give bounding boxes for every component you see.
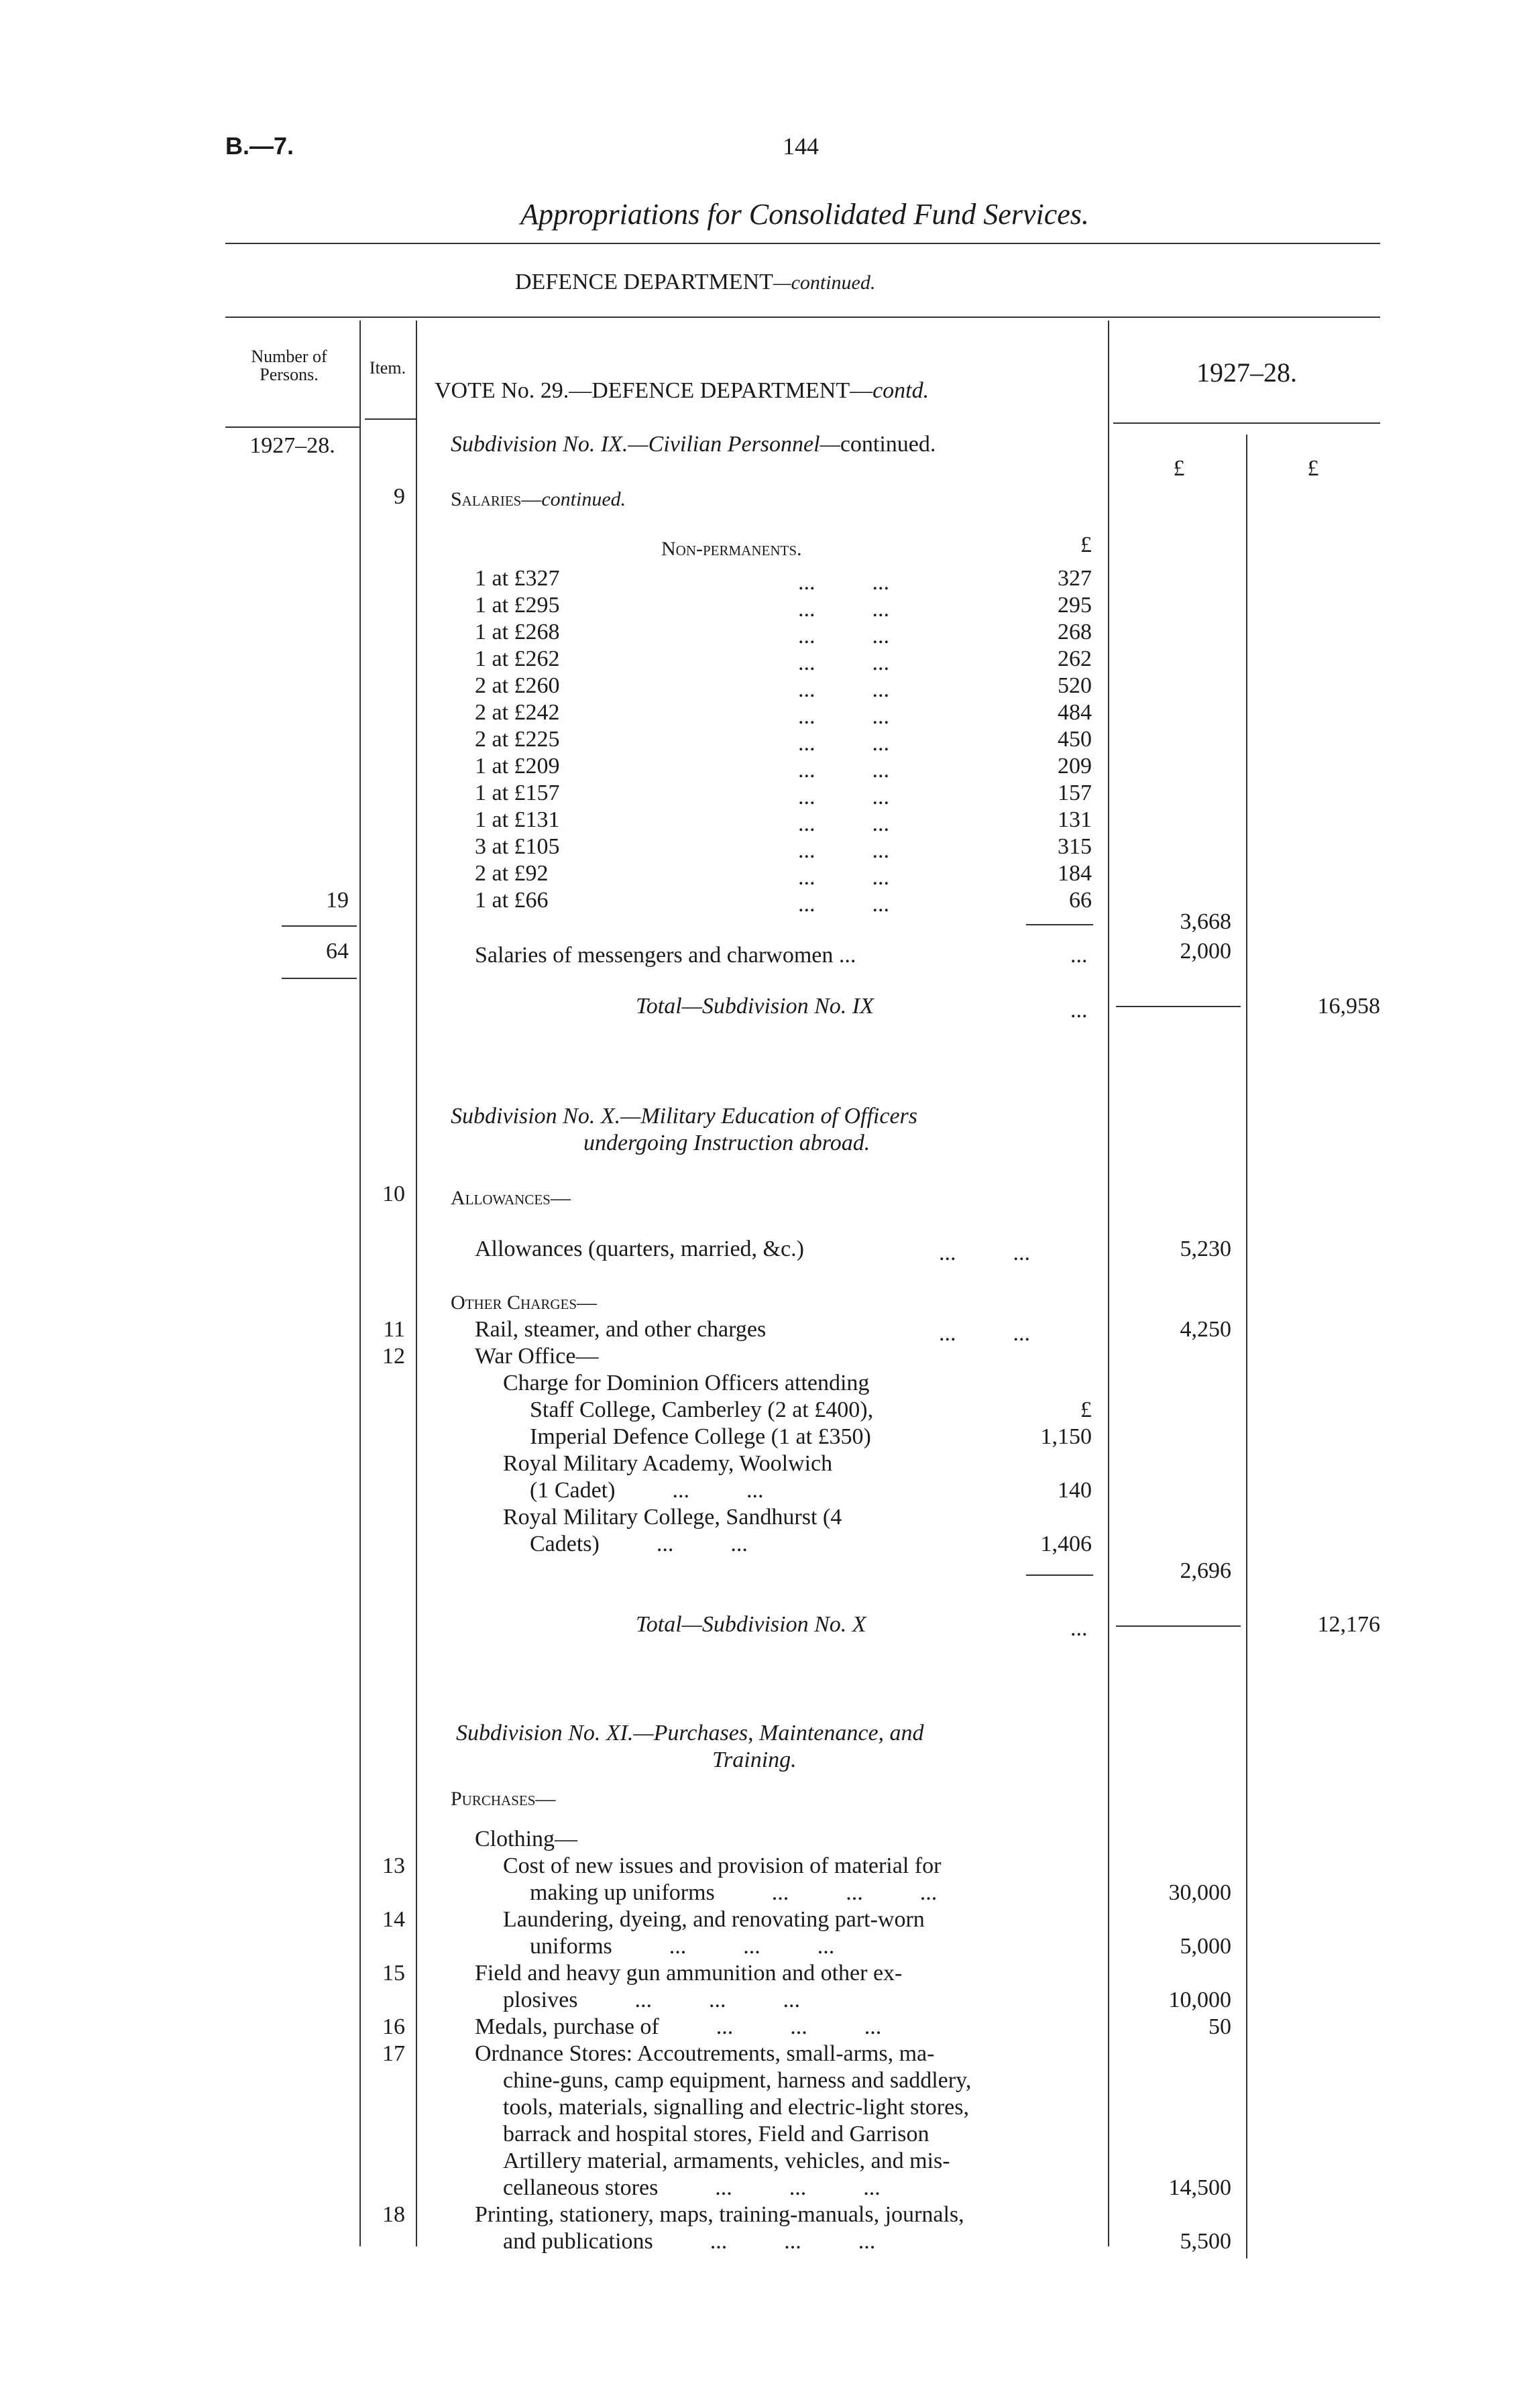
purchase-item-line: Cost of new issues and provision of material for bbox=[503, 1853, 942, 1878]
subdivision-x-title-line2: undergoing Instruction abroad. bbox=[583, 1131, 870, 1155]
non-permanent-rate: 2 at £260 bbox=[475, 673, 560, 698]
subdivision-x-total-rule bbox=[1116, 1625, 1241, 1627]
persons-column-rule bbox=[359, 321, 361, 2246]
non-permanent-rate: 1 at £66 bbox=[475, 888, 549, 913]
non-permanent-amount: 520 bbox=[1058, 673, 1092, 698]
page-number: 144 bbox=[783, 133, 819, 160]
purchase-item-line: making up uniforms ... ... ... bbox=[530, 1880, 938, 1905]
non-permanent-rate: 1 at £268 bbox=[475, 620, 560, 644]
subdivision-ix-total-rule bbox=[1116, 1006, 1241, 1007]
non-permanent-amount: 66 bbox=[1069, 888, 1092, 913]
war-office-line: Imperial Defence College (1 at £350) bbox=[530, 1424, 871, 1449]
running-title: Appropriations for Consolidated Fund Services. bbox=[520, 198, 1089, 231]
non-permanent-amount: 209 bbox=[1058, 754, 1092, 779]
subdivision-ix-total-amount: 16,958 bbox=[1317, 994, 1380, 1019]
nonperm-sum-rule bbox=[1026, 924, 1093, 925]
allowances-label: Allowances (quarters, married, &c.) bbox=[475, 1237, 804, 1261]
subdivision-x-title: Subdivision No. X.—Military Education of Officers bbox=[451, 1104, 918, 1129]
war-office-amount-1: 1,150 bbox=[1040, 1424, 1092, 1449]
purchase-item-line: tools, materials, signalling and electric-light stores, bbox=[503, 2095, 969, 2120]
purchase-item-amount: 5,500 bbox=[1180, 2229, 1231, 2254]
subdivision-x-total-dots: ... bbox=[1070, 1616, 1088, 1641]
non-permanent-rate: 1 at £131 bbox=[475, 807, 560, 832]
purchase-item-number: 13 bbox=[382, 1853, 405, 1878]
purchase-item-number: 16 bbox=[382, 2014, 405, 2039]
purchase-item-line: chine-guns, camp equipment, harness and saddlery, bbox=[503, 2068, 972, 2093]
non-permanent-dots: ... ... bbox=[798, 758, 889, 783]
year-header-rule bbox=[1113, 422, 1380, 424]
non-permanents-heading: Non-permanents. bbox=[661, 538, 802, 560]
purchase-item-number: 18 bbox=[382, 2202, 405, 2227]
war-office-line: Royal Military Academy, Woolwich bbox=[503, 1451, 833, 1476]
war-office-amount-2: 140 bbox=[1058, 1478, 1092, 1503]
non-permanent-amount: 157 bbox=[1058, 781, 1092, 805]
persons-non-permanent: 19 bbox=[326, 888, 349, 913]
non-permanent-dots: ... ... bbox=[798, 838, 889, 863]
purchase-item-number: 15 bbox=[382, 1961, 405, 1986]
non-permanent-amount: 262 bbox=[1058, 646, 1092, 671]
allowances-item-number: 10 bbox=[382, 1182, 405, 1206]
year-header: 1927–28. bbox=[1196, 357, 1297, 388]
allowances-heading: Allowances— bbox=[451, 1187, 571, 1209]
non-permanent-rate: 1 at £327 bbox=[475, 566, 560, 591]
page-reference: B.—7. bbox=[225, 132, 294, 160]
non-permanent-amount: 327 bbox=[1058, 566, 1092, 591]
item-number: 9 bbox=[394, 484, 405, 509]
purchase-item-line: Artillery material, armaments, vehicles, and mis- bbox=[503, 2148, 950, 2173]
non-permanent-dots: ... ... bbox=[798, 811, 889, 836]
non-permanent-rate: 1 at £209 bbox=[475, 754, 560, 779]
non-permanent-dots: ... ... bbox=[798, 624, 889, 648]
messengers-amount: 2,000 bbox=[1180, 939, 1231, 964]
subdivision-x-total-label: Total—Subdivision No. X bbox=[636, 1612, 866, 1637]
purchase-item-line: Printing, stationery, maps, training-manuals, journals, bbox=[475, 2202, 964, 2227]
non-permanent-amount: 315 bbox=[1058, 834, 1092, 859]
war-office-label: War Office— bbox=[475, 1344, 599, 1369]
rail-amount: 4,250 bbox=[1180, 1317, 1231, 1342]
persons-subtotal-rule bbox=[282, 925, 357, 927]
persons-header-rule bbox=[225, 426, 359, 428]
pound-column-2: £ bbox=[1307, 456, 1319, 481]
non-permanent-dots: ... ... bbox=[798, 704, 889, 729]
purchase-item-line: Field and heavy gun ammunition and other ex- bbox=[475, 1961, 903, 1986]
title-rule bbox=[225, 243, 1380, 244]
purchase-item-line: and publications ... ... ... bbox=[503, 2229, 876, 2254]
purchase-item-line: uniforms ... ... ... bbox=[530, 1934, 835, 1959]
non-permanent-rate: 1 at £262 bbox=[475, 646, 560, 671]
department-title: DEFENCE DEPARTMENT—continued. bbox=[515, 270, 876, 294]
non-permanent-dots: ... ... bbox=[798, 650, 889, 675]
persons-total-rule bbox=[282, 978, 357, 979]
description-column-rule bbox=[1108, 321, 1109, 2246]
non-permanent-amount: 484 bbox=[1058, 700, 1092, 725]
non-permanent-dots: ... ... bbox=[798, 785, 889, 809]
non-permanent-amount: 450 bbox=[1058, 727, 1092, 752]
non-permanent-rate: 1 at £157 bbox=[475, 781, 560, 805]
non-permanent-dots: ... ... bbox=[798, 731, 889, 756]
non-permanent-rate: 2 at £242 bbox=[475, 700, 560, 725]
non-permanent-amount: 184 bbox=[1058, 861, 1092, 886]
pound-column-1: £ bbox=[1173, 456, 1185, 481]
subdivision-ix-total-label: Total—Subdivision No. IX bbox=[636, 994, 874, 1019]
war-office-item-number: 12 bbox=[382, 1344, 405, 1369]
purchase-item-amount: 50 bbox=[1208, 2014, 1231, 2039]
purchase-item-line: cellaneous stores ... ... ... bbox=[503, 2175, 881, 2200]
purchase-item-line: Ordnance Stores: Accoutrements, small-arms, ma- bbox=[475, 2041, 935, 2066]
rail-label: Rail, steamer, and other charges bbox=[475, 1317, 767, 1342]
purchase-item-amount: 14,500 bbox=[1168, 2175, 1231, 2200]
non-permanent-dots: ... ... bbox=[798, 597, 889, 622]
purchases-heading: Purchases— bbox=[451, 1788, 556, 1810]
non-permanents-pound: £ bbox=[1080, 532, 1092, 557]
other-charges-heading: Other Charges— bbox=[451, 1292, 598, 1314]
item-column-rule bbox=[416, 321, 417, 2246]
amount-column-rule bbox=[1246, 435, 1247, 2258]
non-permanent-dots: ... ... bbox=[798, 677, 889, 702]
non-permanent-dots: ... ... bbox=[798, 892, 889, 917]
purchase-item-amount: 30,000 bbox=[1168, 1880, 1231, 1905]
subdivision-xi-title: Subdivision No. XI.—Purchases, Maintenance, and bbox=[456, 1721, 924, 1745]
war-office-line: (1 Cadet) ... ... bbox=[530, 1478, 764, 1503]
item-header-rule bbox=[365, 418, 416, 420]
rail-dots: ... ... bbox=[939, 1321, 1030, 1346]
war-office-line: Charge for Dominion Officers attending bbox=[503, 1371, 870, 1395]
department-rule bbox=[225, 317, 1380, 318]
subdivision-ix-title: Subdivision No. IX.—Civilian Personnel—continued. bbox=[451, 432, 936, 457]
war-office-amount-3: 1,406 bbox=[1040, 1532, 1092, 1556]
purchase-item-amount: 5,000 bbox=[1180, 1934, 1231, 1959]
purchase-item-line: plosives ... ... ... bbox=[503, 1988, 800, 2012]
non-permanent-dots: ... ... bbox=[798, 570, 889, 595]
non-permanent-amount: 295 bbox=[1058, 593, 1092, 618]
messengers-dots: ... bbox=[1070, 943, 1088, 968]
messengers-label: Salaries of messengers and charwomen ... bbox=[475, 943, 856, 968]
non-permanent-amount: 268 bbox=[1058, 620, 1092, 644]
allowances-amount: 5,230 bbox=[1180, 1237, 1231, 1261]
purchase-item-line: Laundering, dyeing, and renovating part-worn bbox=[503, 1907, 925, 1932]
persons-total: 64 bbox=[326, 939, 349, 964]
vote-title: VOTE No. 29.—DEFENCE DEPARTMENT—contd. bbox=[435, 378, 929, 403]
purchase-item-line: Medals, purchase of ... ... ... bbox=[475, 2014, 882, 2039]
purchase-item-amount: 10,000 bbox=[1168, 1988, 1231, 2012]
rail-item-number: 11 bbox=[383, 1317, 405, 1342]
non-permanent-rate: 2 at £92 bbox=[475, 861, 549, 886]
persons-year-label: 1927–28. bbox=[249, 433, 335, 458]
non-permanent-rate: 2 at £225 bbox=[475, 727, 560, 752]
subdivision-ix-total-dots: ... bbox=[1070, 998, 1088, 1023]
non-permanent-dots: ... ... bbox=[798, 865, 889, 890]
non-permanent-amount: 131 bbox=[1058, 807, 1092, 832]
purchase-item-line: barrack and hospital stores, Field and Garrison bbox=[503, 2122, 929, 2146]
non-permanent-rate: 1 at £295 bbox=[475, 593, 560, 618]
number-of-persons-header: Number of Persons. bbox=[251, 347, 327, 385]
item-header: Item. bbox=[369, 358, 406, 378]
war-office-total: 2,696 bbox=[1180, 1558, 1231, 1583]
allowances-dots: ... ... bbox=[939, 1241, 1030, 1265]
purchase-item-number: 14 bbox=[382, 1907, 405, 1932]
nonperm-total: 3,668 bbox=[1180, 909, 1231, 934]
non-permanent-rate: 3 at £105 bbox=[475, 834, 560, 859]
salaries-heading: Salaries—continued. bbox=[451, 488, 626, 510]
war-office-line: Cadets) ... ... bbox=[530, 1532, 748, 1556]
war-office-line: Staff College, Camberley (2 at £400), bbox=[530, 1397, 874, 1422]
subdivision-x-total-amount: 12,176 bbox=[1317, 1612, 1380, 1637]
war-office-pound: £ bbox=[1080, 1397, 1092, 1422]
subdivision-xi-title-line2: Training. bbox=[712, 1747, 797, 1772]
war-office-line: Royal Military College, Sandhurst (4 bbox=[503, 1505, 842, 1530]
clothing-heading: Clothing— bbox=[475, 1827, 578, 1851]
purchase-item-number: 17 bbox=[382, 2041, 405, 2066]
war-office-sum-rule bbox=[1026, 1574, 1093, 1576]
